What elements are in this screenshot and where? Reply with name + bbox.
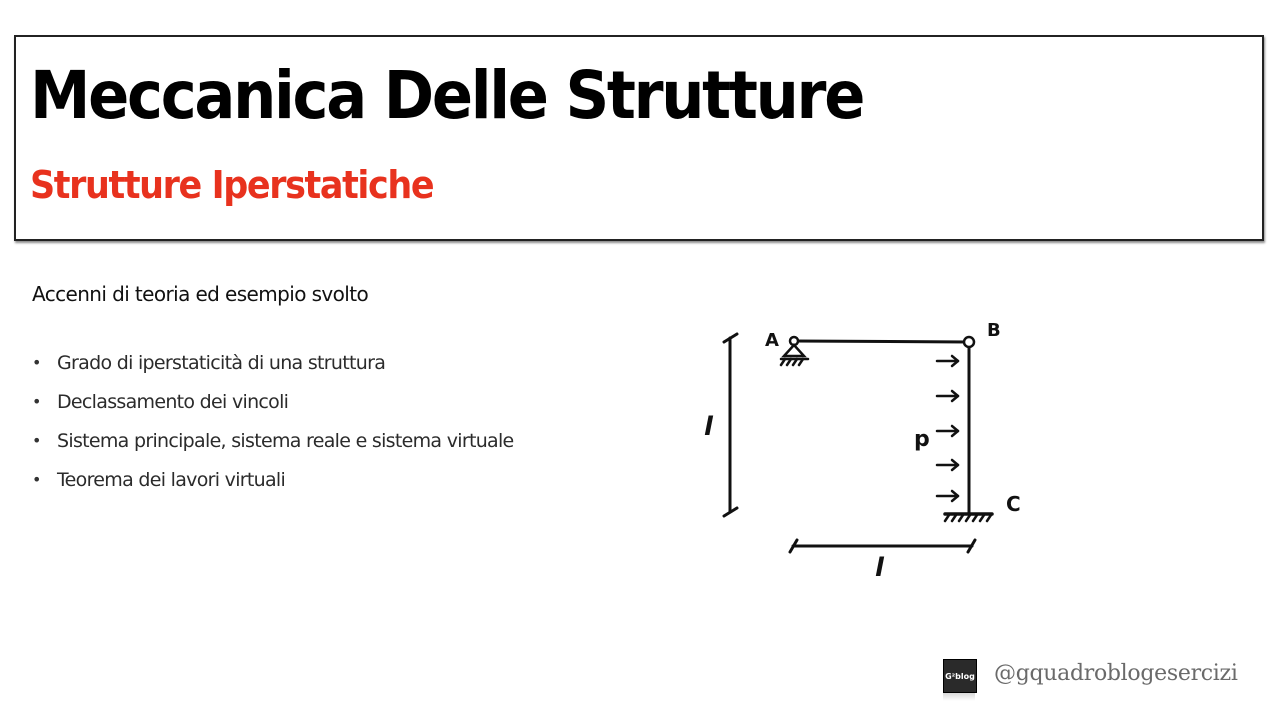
load-arrow-icon [937, 491, 958, 501]
topic-text: Grado di iperstaticità di una struttura [57, 352, 386, 374]
horizontal-length-label: l [875, 553, 884, 583]
load-arrow-icon [937, 391, 958, 401]
bullet-icon: • [32, 470, 41, 489]
hinge-icon [964, 337, 974, 347]
point-a-label: A [765, 330, 779, 351]
page-title: Meccanica Delle Strutture [30, 57, 864, 134]
topic-list [32, 348, 514, 504]
load-arrow-icon [937, 460, 958, 470]
point-b-label: B [987, 320, 1001, 341]
point-c-label: C [1006, 492, 1021, 516]
list-item [32, 348, 514, 387]
intro-text: Accenni di teoria ed esempio svolto [32, 282, 369, 306]
fixed-support-icon [945, 514, 992, 521]
bullet-icon: • [32, 353, 41, 372]
list-item [32, 465, 514, 504]
topic-text: Declassamento dei vincoli [57, 391, 289, 413]
logo-reflection [943, 693, 975, 701]
bullet-icon: • [32, 431, 41, 450]
bullet-icon: • [32, 392, 41, 411]
vertical-dimension-line [724, 334, 737, 516]
load-arrow-icon [937, 426, 958, 436]
list-item [32, 387, 514, 426]
header-box [14, 35, 1264, 241]
list-item [32, 426, 514, 465]
distributed-load [937, 356, 958, 501]
beam-ab [794, 341, 968, 342]
vertical-length-label: l [704, 412, 713, 442]
frame-diagram [690, 310, 1050, 600]
topic-text: Sistema principale, sistema reale e sistema virtuale [57, 430, 514, 452]
blog-logo: G²blog [943, 659, 977, 693]
load-arrow-icon [937, 356, 958, 366]
horizontal-dimension-line [790, 540, 975, 552]
page-subtitle: Strutture Iperstatiche [30, 163, 434, 207]
channel-handle: @gquadroblogesercizi [994, 661, 1238, 686]
topic-text: Teorema dei lavori virtuali [57, 469, 286, 491]
load-label: p [914, 427, 930, 452]
